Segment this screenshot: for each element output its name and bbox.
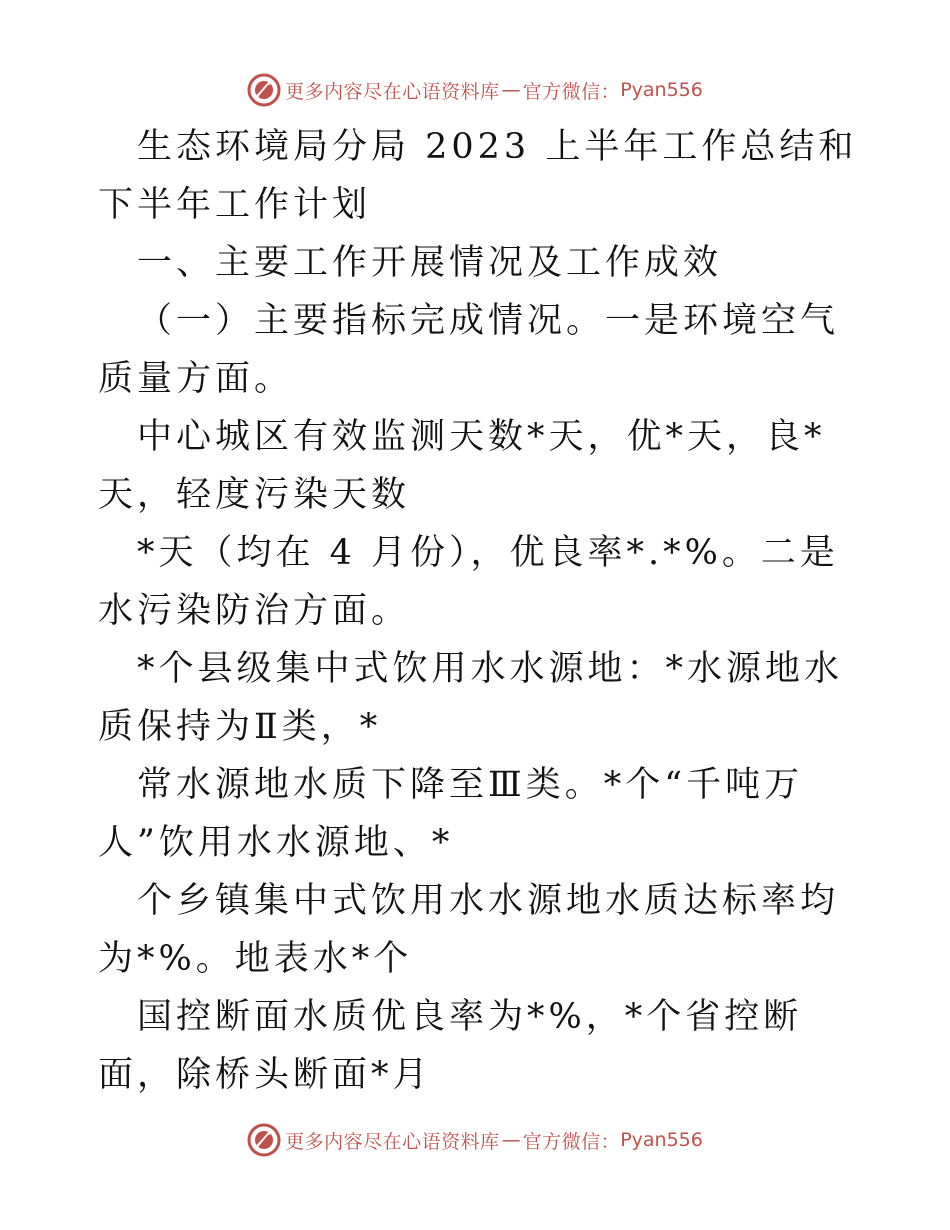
body-paragraph: 中心城区有效监测天数*天，优*天，良*天，轻度污染天数 [98,417,826,515]
quill-seal-icon [247,73,281,107]
footer-watermark [0,1120,950,1160]
watermark-separator: — [501,1129,521,1151]
watermark-separator: — [501,79,521,101]
document-title: 生态环境局分局 2023 上半年工作总结和下半年工作计划 [98,127,858,225]
watermark-wechat-label: 官方微信： [522,80,621,103]
watermark-site-text: 更多内容尽在心语资料库 [285,80,500,103]
watermark-wechat-handle: Pyan556 [620,1129,703,1151]
body-paragraph: *个县级集中式饮用水水源地：*水源地水质保持为Ⅱ类，* [98,649,844,747]
watermark-wechat-label: 官方微信： [522,1130,621,1153]
watermark-site-text: 更多内容尽在心语资料库 [285,1130,500,1153]
body-paragraph: *天（均在 4 月份），优良率*.*%。二是水污染防治方面。 [98,533,839,631]
body-paragraph: （一）主要指标完成情况。一是环境空气质量方面。 [98,301,840,399]
body-paragraph: 常水源地水质下降至Ⅲ类。*个“千吨万人”饮用水水源地、* [98,765,804,863]
watermark-wechat-handle: Pyan556 [620,79,703,101]
section-heading: 一、主要工作开展情况及工作成效 [137,243,723,283]
header-watermark [0,70,950,110]
quill-seal-icon [247,1123,281,1157]
document-body [98,118,858,1104]
body-paragraph: 个乡镇集中式饮用水水源地水质达标率均为*%。地表水*个 [98,881,840,979]
body-paragraph: 国控断面水质优良率为*%，*个省控断面，除桥头断面*月 [98,997,803,1095]
